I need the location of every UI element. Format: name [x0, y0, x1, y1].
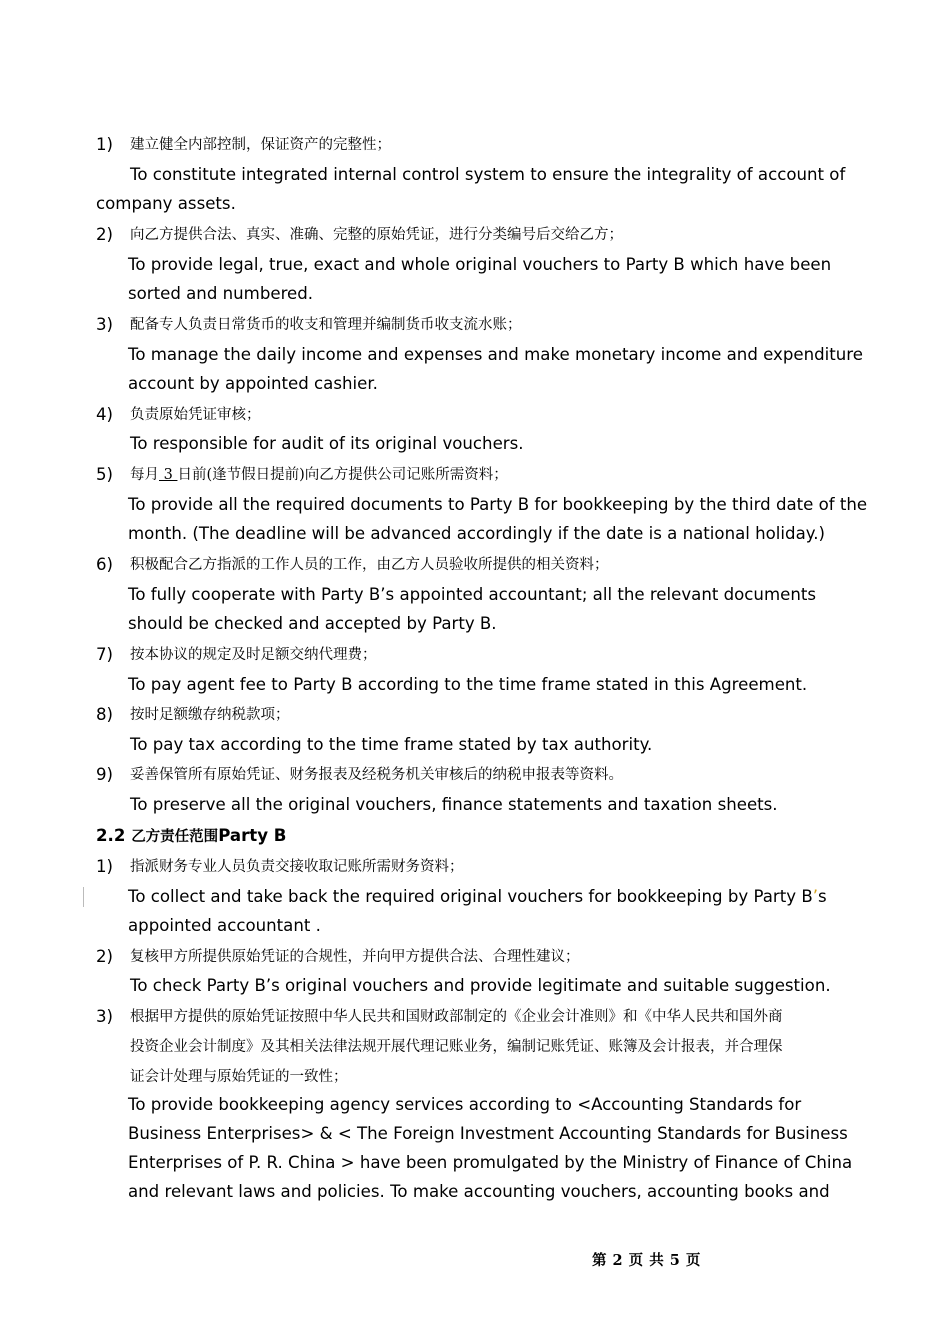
- section-title-cn: 乙方责任范围: [131, 828, 219, 845]
- item-en-text: To fully cooperate with Party B’s appointed accountant; all the relevant documents: [128, 585, 816, 604]
- list-number: 7): [96, 645, 114, 664]
- item-cn-text: 投资企业会计制度》及其相关法律法规开展代理记账业务，编制记账凭证、账簿及会计报表，并合理保: [130, 1039, 783, 1055]
- item-en-text: To constitute integrated internal control system to ensure the integrality of account of: [130, 165, 846, 184]
- item-en-text: and relevant laws and policies. To make accounting vouchers, accounting books and: [128, 1182, 830, 1201]
- item-cn-text: 妥善保管所有原始凭证、财务报表及经税务机关审核后的纳税申报表等资料。: [130, 767, 623, 783]
- item-en-text: Business Enterprises> & < The Foreign Investment Accounting Standards for Business: [128, 1124, 848, 1143]
- list-number: 1): [96, 857, 114, 876]
- item-cn-text: 建立健全内部控制，保证资产的完整性；: [130, 137, 391, 153]
- item-en-text: To pay tax according to the time frame stated by tax authority.: [130, 735, 653, 754]
- item-cn-text: 证会计处理与原始凭证的一致性；: [130, 1069, 348, 1085]
- item-en-text: To preserve all the original vouchers, finance statements and taxation sheets.: [130, 795, 778, 814]
- item-cn-text: 向乙方提供合法、真实、准确、完整的原始凭证，进行分类编号后交给乙方；: [130, 227, 623, 243]
- section-title-en: Party B: [218, 826, 287, 845]
- section-number: 2.2: [96, 826, 126, 845]
- item-en-text: To provide legal, true, exact and whole original vouchers to Party B which have been: [128, 255, 832, 274]
- item-en-text: appointed accountant .: [128, 916, 321, 935]
- list-number: 2): [96, 225, 114, 244]
- item-cn-prefix: 每月: [130, 467, 159, 483]
- item-en-part: To collect and take back the required original vouchers for bookkeeping by Party B: [128, 887, 813, 906]
- item-en-text: Enterprises of P. R. China > have been promulgated by the Ministry of Finance of China: [128, 1153, 853, 1172]
- item-en-text: sorted and numbered.: [128, 284, 314, 303]
- item-cn-text: 复核甲方所提供原始凭证的合规性，并向甲方提供合法、合理性建议；: [130, 949, 580, 965]
- item-cn-text: 配备专人负责日常货币的收支和管理并编制货币收支流水账；: [130, 317, 522, 333]
- day-of-month-value: 3: [159, 467, 178, 483]
- list-number: 4): [96, 405, 114, 424]
- item-en-part: s: [818, 887, 827, 906]
- item-cn-text: 按时足额缴存纳税款项；: [130, 707, 290, 723]
- item-en-text: To check Party B’s original vouchers and provide legitimate and suitable suggestion.: [130, 976, 831, 995]
- list-number: 5): [96, 465, 114, 484]
- item-cn-text: 根据甲方提供的原始凭证按照中华人民共和国财政部制定的《企业会计准则》和《中华人民共和国外商: [130, 1009, 783, 1025]
- page-number-footer: 第 2 页 共 5 页: [592, 1252, 701, 1269]
- list-number: 9): [96, 765, 114, 784]
- item-en-text: should be checked and accepted by Party B.: [128, 614, 497, 633]
- list-number: 6): [96, 555, 114, 574]
- list-number: 3): [96, 1007, 114, 1026]
- item-en-text: To pay agent fee to Party B according to the time frame stated in this Agreement.: [128, 675, 808, 694]
- item-cn-text: [130, 465, 508, 485]
- list-number: 2): [96, 947, 114, 966]
- item-cn-text: 按本协议的规定及时足额交纳代理费；: [130, 647, 377, 663]
- item-en-text: account by appointed cashier.: [128, 374, 378, 393]
- item-cn-suffix: 日前(逢节假日提前)向乙方提供公司记账所需资料；: [177, 467, 508, 483]
- apostrophe-mark: ’: [812, 887, 819, 906]
- item-cn-text: 积极配合乙方指派的工作人员的工作，由乙方人员验收所提供的相关资料；: [130, 557, 609, 573]
- item-en-text: To provide all the required documents to Party B for bookkeeping by the third date of the: [128, 495, 868, 514]
- item-en-text: To provide bookkeeping agency services according to <Accounting Standards for: [128, 1095, 802, 1114]
- item-en-text: To responsible for audit of its original vouchers.: [130, 434, 524, 453]
- item-en-text: [128, 887, 827, 907]
- list-number: 8): [96, 705, 114, 724]
- item-en-text: company assets.: [96, 194, 236, 213]
- text-cursor-marker: [83, 887, 84, 907]
- list-number: 3): [96, 315, 114, 334]
- item-cn-text: 指派财务专业人员负责交接收取记账所需财务资料；: [130, 859, 464, 875]
- section-heading: [96, 826, 286, 847]
- list-number: 1): [96, 135, 114, 154]
- item-en-text: month. (The deadline will be advanced accordingly if the date is a national holiday.): [128, 524, 825, 543]
- item-cn-text: 负责原始凭证审核；: [130, 407, 261, 423]
- item-en-text: To manage the daily income and expenses and make monetary income and expenditure: [128, 345, 863, 364]
